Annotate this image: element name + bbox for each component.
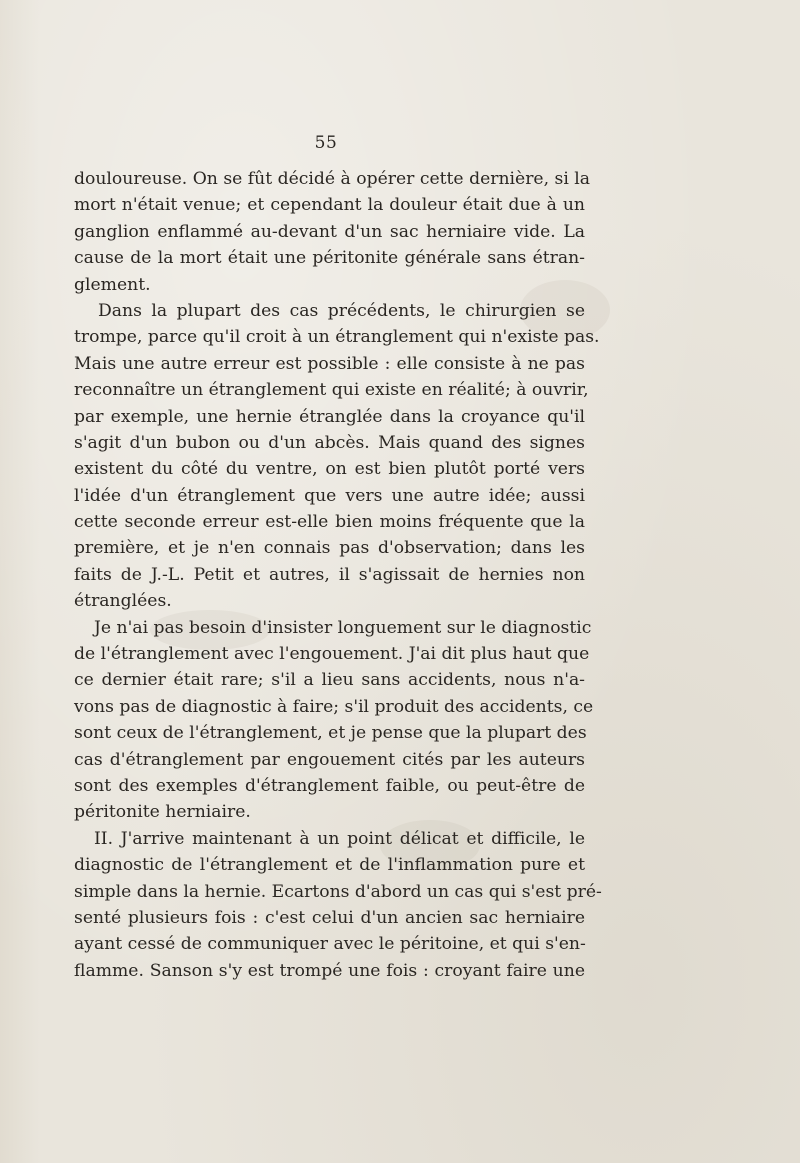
text-line: sont ceux de l'étranglement, et je pense que la plupart des — [74, 723, 587, 744]
text-line: Mais une autre erreur est possible : elle consiste à ne pas — [74, 353, 585, 374]
text-line: l'idée d'un étranglement que vers une autre idée; aussi — [74, 485, 585, 506]
text-line: cause de la mort était une péritonite générale sans étran- — [74, 248, 585, 269]
text-line: sont des exemples d'étranglement faible, ou peut-être de — [74, 775, 585, 796]
text-line: glement. — [74, 274, 151, 295]
text-line: étranglées. — [74, 591, 172, 612]
text-line: ayant cessé de communiquer avec le péritoine, et qui s'en- — [74, 934, 586, 955]
text-line: ganglion enflammé au-devant d'un sac herniaire vide. La — [74, 221, 585, 242]
text-line: de l'étranglement avec l'engouement. J'ai dit plus haut que — [74, 644, 590, 665]
text-line: vons pas de diagnostic à faire; s'il produit des accidents, ce — [74, 696, 594, 717]
text-line: ce dernier était rare; s'il a lieu sans accidents, nous n'a- — [74, 670, 585, 691]
text-line: flamme. Sanson s'y est trompé une fois : croyant faire une — [74, 960, 585, 981]
text-line: trompe, parce qu'il croit à un étranglement qui n'existe pas. — [74, 327, 600, 348]
page-number: 55 — [314, 133, 338, 153]
text-line: senté plusieurs fois : c'est celui d'un ancien sac herniaire — [74, 907, 585, 928]
text-line: reconnaître un étranglement qui existe en réalité; à ouvrir, — [74, 380, 589, 401]
paragraph — [74, 298, 600, 615]
text-line: première, et je n'en connais pas d'observation; dans les — [74, 538, 585, 559]
text-line: diagnostic de l'étranglement et de l'inflammation pure et — [74, 855, 585, 876]
paragraph — [74, 826, 602, 984]
body-text — [74, 166, 602, 984]
text-line: douloureuse. On se fût décidé à opérer cette dernière, si la — [74, 169, 591, 189]
text-line: II. J'arrive maintenant à un point délicat et difficile, le — [94, 828, 585, 849]
paragraph — [74, 166, 591, 298]
paragraph — [74, 615, 594, 826]
text-line: péritonite herniaire. — [74, 802, 251, 823]
text-line: cette seconde erreur est-elle bien moins fréquente que la — [74, 512, 585, 533]
text-line: existent du côté du ventre, on est bien plutôt porté vers — [74, 459, 585, 480]
text-line: cas d'étranglement par engouement cités par les auteurs — [74, 749, 585, 770]
text-line: mort n'était venue; et cependant la douleur était due à un — [74, 195, 585, 216]
text-line: s'agit d'un bubon ou d'un abcès. Mais quand des signes — [74, 432, 585, 453]
text-line: par exemple, une hernie étranglée dans la croyance qu'il — [74, 406, 585, 427]
text-line: Dans la plupart des cas précédents, le chirurgien se — [98, 300, 585, 321]
text-line: Je n'ai pas besoin d'insister longuement sur le diagnostic — [94, 617, 592, 638]
text-line: faits de J.-L. Petit et autres, il s'agissait de hernies non — [74, 564, 585, 585]
text-line: simple dans la hernie. Ecartons d'abord un cas qui s'est pré- — [74, 881, 602, 902]
